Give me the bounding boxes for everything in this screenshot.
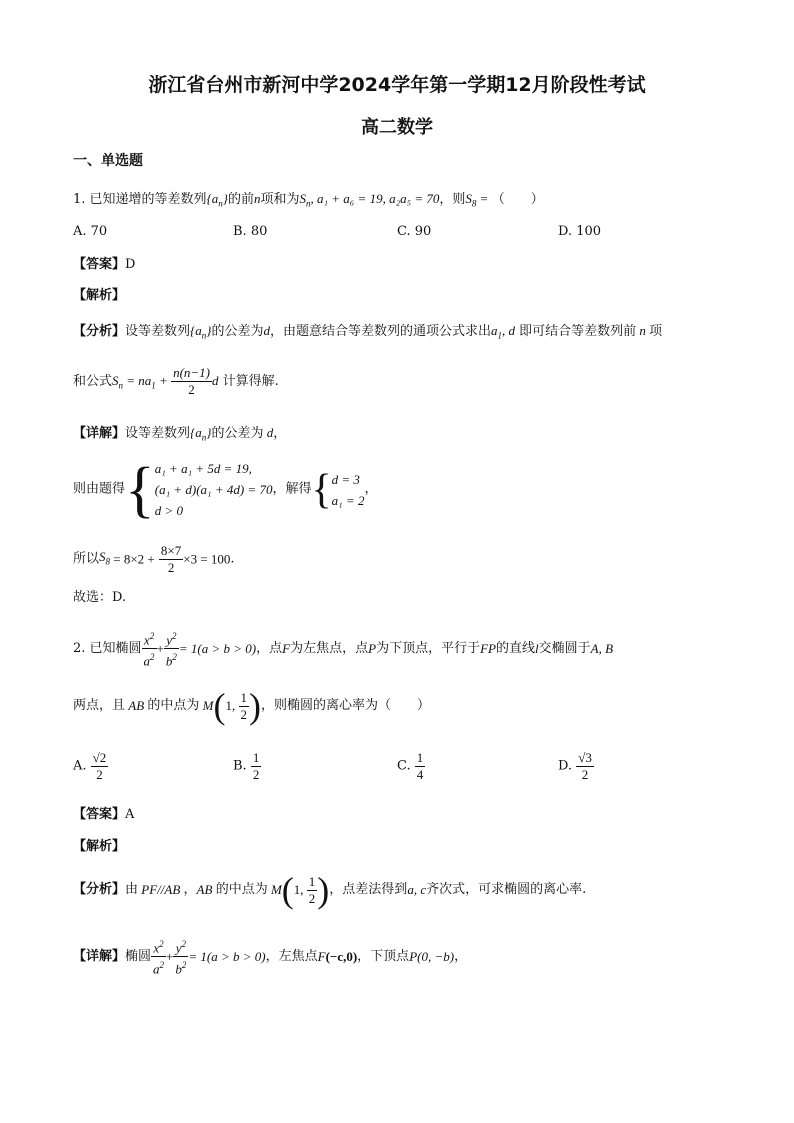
q1-seq: $\{a_n\}$ [206,191,228,209]
q1-option-c: C. 90 [397,224,432,239]
q2-fx1: 由 [125,882,139,897]
q2-option-b [233,750,261,783]
q1-s8b: $S_8$ [99,549,111,567]
q2-xj-frac-x: $\frac{x^2}{a^2}$ [151,936,166,978]
q2-l2c: ，则椭圆的离心率为（ ） [261,698,431,713]
q1-choice: 故选：D. [73,590,127,605]
q2-stem-line2: 两点，且 AB 的中点为 M(1, $\frac{1}{2}$ )，则椭圆的离心率为（ ） [73,686,431,726]
section-heading: 一、单选题 [73,153,143,169]
q1-solution [332,469,365,511]
q2-option-a [73,750,108,783]
q1-fx4: 即可结合等差数列前 [519,324,637,339]
q2-opt-a-num: √2 [92,750,107,765]
q1-mid2: 项和为 [260,192,300,207]
q1-fx-a1d: $a_1$, d [490,323,515,341]
q2-fx-half: $\frac{1}{2}$ [308,873,316,906]
page-subtitle: 高二数学 [361,117,433,138]
q2-t1: ，点 [256,640,283,656]
q1-ask: ，则 [439,192,466,207]
sol-line-1: d = 3 [331,471,360,487]
sys-line-3: d > 0 [154,503,184,518]
xiangjie-tag: 【详解】 [73,426,126,441]
answer-tag: 【答案】 [73,257,126,272]
q2-xj3: ，左焦点 [265,948,318,964]
q2-fx3: 的中点为 [215,882,268,897]
q2-frac-y: $\frac{y^2}{b^2}$ [164,628,179,670]
q2-xiangjie: 【详解】椭圆 $\frac{x^2}{a^2}$ + $\frac{y^2}{b^2}$ = 1(a > b > 0)，左焦点F(−c,0)，下顶点P(0, −b)， [73,936,467,978]
fenxi-tag: 【分析】 [73,882,126,897]
q2-option-c [397,750,425,783]
q1-fx3: ，由题意结合等差数列的通项公式求出 [269,324,491,339]
q2-opt-b-den: 2 [252,767,260,782]
q2-answer [73,806,134,824]
analysis-tag: 【解析】 [73,288,126,303]
q2-opt-a-frac [91,750,109,783]
sys-line-1: a₁ + a₁ + 5d = 19, [154,461,252,476]
sys-line-2: (a₁ + d)(a₁ + 4d) = 70 [154,482,273,497]
q1-paren: （ ） [491,192,544,207]
q2-xj-frac-y: $\frac{y^2}{b^2}$ [173,936,188,978]
q1-option-b: B. 80 [233,224,268,239]
q2-half: $\frac{1}{2}$ [240,689,248,722]
q1-mid1: 的前 [227,192,254,207]
analysis-tag: 【解析】 [73,839,126,854]
q1-system-line [73,455,378,524]
q2-stem: 2. 已知椭圆 $\frac{x^2}{a^2}$ + $\frac{y^2}{b^2}$ = 1(a > b > 0)，点F为左焦点，点P为下顶点，平行于FP的直线l交椭圆于A, B [73,628,613,670]
q1-fx5: 项 [649,324,663,339]
q1-s8: $S_8$ = [465,191,492,209]
q2-opt-d-label: D. [558,758,573,774]
answer-tag: 【答案】 [73,807,126,822]
q1-brace: { [125,455,155,524]
q2-opt-c-den: 4 [416,767,424,782]
q1-option-a: A. 70 [73,224,108,239]
q2-fx2: ， [183,882,197,897]
q2-l2a: 两点，且 [73,698,126,713]
q2-opt-d-den: 2 [581,767,589,782]
q2-prefix: 2. 已知椭圆 [73,640,142,656]
q1-system [155,458,273,521]
frac-den: 2 [167,560,175,575]
frac-num: 8×7 [160,543,182,558]
q2-xj6: ， [454,948,468,964]
q1-condition: a₁ + a₆ = 19, a₂a₅ = 70 [316,191,440,206]
q2-t2: 为左焦点，点 [290,640,369,656]
q2-opt-c-num: 1 [416,750,424,765]
q2-opt-a-den: 2 [96,767,103,782]
q2-xj5: P(0, −b) [409,948,455,964]
q1-sum-a: = 8×2 + [113,551,155,567]
answer-value: D [125,257,136,272]
q1-frac: $\frac{n(n-1)}{2}$ [173,365,211,397]
q1-xj5: ，解得 [272,481,312,497]
q1-analysis-tag [73,287,125,305]
q2-opt-b-num: 1 [252,750,260,765]
sol-line-2: a₁ = 2 [331,492,365,508]
fenxi-tag: 【分析】 [73,324,126,339]
q2-opt-d-frac [576,750,594,783]
q2-t4: 的直线 [495,640,535,656]
q2-frac-x: $\frac{x^2}{a^2}$ [142,628,157,670]
q2-l2b: 的中点为 [147,698,200,713]
q2-xj2: = 1(a > b > 0) [188,948,266,964]
q1-xj4: 则由题得 [73,481,126,497]
q2-fx4: ，点差法得到 [329,882,408,897]
q1-xiangjie [73,424,286,447]
q2-fenxi: 【分析】由 PF//AB ，AB 的中点为 M(1, $\frac{1}{2}$ )，点差法得到a, c齐次式，可求椭圆的离心率. [73,870,587,910]
q1-fx7: 计算得解. [222,374,279,389]
q1-option-d: D. 100 [558,224,602,239]
q2-fx5: 齐次式，可求椭圆的离心率. [426,882,587,897]
q2-cond: = 1(a > b > 0) [178,640,257,656]
q2-t5: 交椭圆于 [538,640,591,656]
q2-opt-c-label: C. [397,758,411,774]
q1-xj2: 的公差为 [211,426,264,441]
q1-sum-frac [159,543,183,576]
q1-sum-formula: $S_n = na_1$ + [112,373,172,391]
q2-opt-d-num: √3 [578,750,592,765]
q1-sum-b: ×3 = 100 [183,551,231,567]
q1-sum: 所以$S_8 = 8\times 2$ + $\frac{8\times 7}{2}$ ×3 = 100. [73,543,235,575]
q1-fx6: 和公式 [73,374,113,389]
answer-value: A [125,807,135,822]
q1-fx1: 设等差数列 [125,324,191,339]
q2-opt-c-frac [415,750,426,783]
q1-fx-d2: d [212,373,219,388]
q1-n: n [253,191,261,206]
q1-fx-n: n [636,323,650,338]
q2-opt-b-frac [251,750,262,783]
page-title: 浙江省台州市新河中学2024学年第一学期12月阶段性考试 [148,74,646,96]
q1-answer [73,256,135,274]
q1-fenxi-formula [73,365,279,398]
q1-xj1: 设等差数列 [125,426,191,441]
q2-opt-a-label: A. [73,758,87,774]
q1-xj-d: d [263,425,274,440]
q1-prefix: 1. 已知递增的等差数列 [73,192,207,207]
q1-fx-d: d [263,323,270,338]
xiangjie-tag: 【详解】 [73,948,126,964]
q1-fenxi [73,322,662,345]
q1-stem [73,190,544,213]
q1-sn: $S_n$, [299,191,317,209]
q2-opt-b-label: B. [233,758,247,774]
q1-fx2: 的公差为 [211,324,264,339]
q1-xj6: ， [364,481,378,497]
q1-suoyi: 所以 [73,551,100,567]
q2-analysis-tag [73,838,125,856]
q2-option-d [558,750,594,783]
q1-brace2: { [311,466,332,513]
q2-xj1: 椭圆 [125,948,152,964]
q1-xj3: ， [273,426,287,441]
q1-xj-seq: $\{a_n\}$ [190,425,212,443]
q2-t3: 为下顶点，平行于 [376,640,481,656]
q1-fx-seq: $\{a_n\}$ [190,323,212,341]
q2-xj4: ，下顶点 [357,948,410,964]
